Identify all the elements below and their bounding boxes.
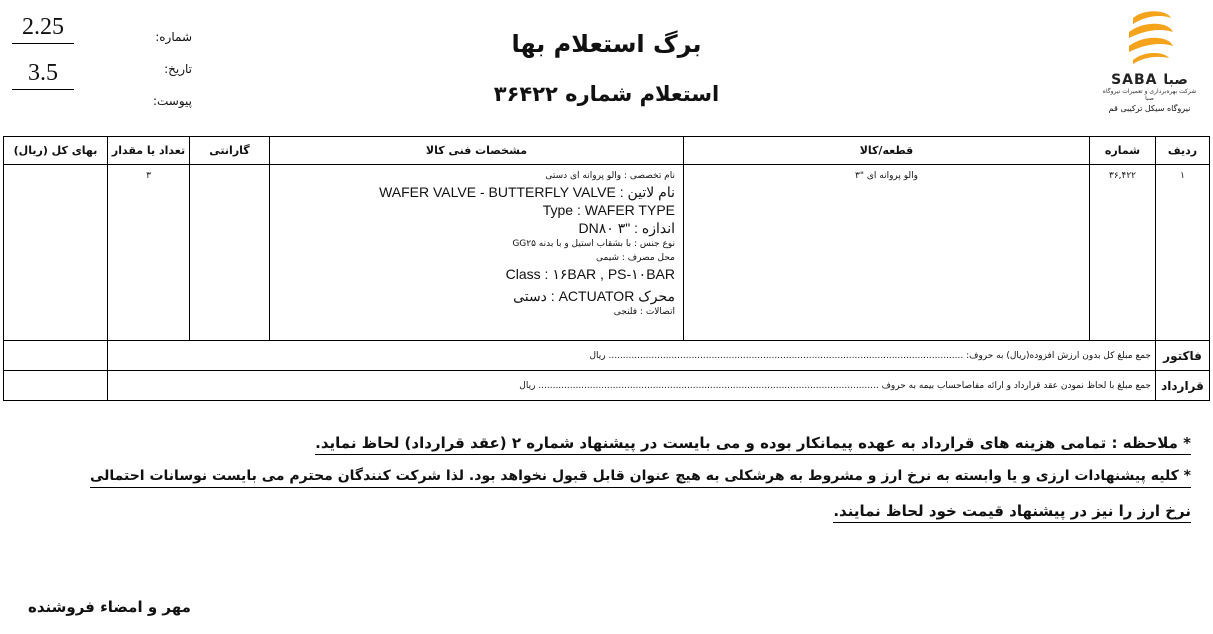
note-currency-2: نرخ ارز را نیز در پیشنهاد قیمت خود لحاظ نمایند.	[833, 500, 1191, 523]
note-costs: * ملاحظه : تمامی هزینه های قرارداد به عهده پیمانکار بوده و می بایست در پیشنهاد شماره ۲ (عقد قرارداد) لحاظ نماید.	[315, 432, 1191, 455]
invoice-label: فاکتور	[1156, 341, 1210, 371]
col-header-total: بهای کل (ریال)	[4, 137, 108, 165]
spec-line: نام تخصصی : والو پروانه ای دستی	[545, 171, 675, 181]
logo-plant: نیروگاه سیکل ترکیبی قم	[1108, 104, 1191, 113]
spec-line: اندازه : "۳ DN۸۰	[578, 220, 675, 236]
spec-line: محرک ACTUATOR : دستی	[513, 288, 675, 304]
spec-line: اتصالات : فلنجی	[613, 307, 675, 317]
number-label: شماره:	[155, 30, 192, 44]
cell-total	[4, 165, 108, 341]
col-header-warranty: گارانتی	[190, 137, 270, 165]
contract-text: جمع مبلغ با لحاظ نمودن عقد قرارداد و ارائه مفاصاحساب بیمه به حروف ....................................................................................................................... ریال	[108, 371, 1156, 401]
contract-label: قرارداد	[1156, 371, 1210, 401]
company-logo	[1102, 4, 1197, 113]
note-currency-1: * کلیه پیشنهادات ارزی و یا وابسته به نرخ ارز و مشروط به هرشکلی به هیچ عنوان قابل قبول نخواهد بود. لذا شرکت کنندگان محترم می بایست نوسانات احتمالی	[90, 465, 1191, 488]
spec-line: محل مصرف : شیمی	[596, 253, 675, 263]
cell-warranty	[190, 165, 270, 341]
number-value: 2.25	[12, 14, 74, 44]
contract-row	[4, 371, 1210, 401]
col-header-item: قطعه/کالا	[684, 137, 1090, 165]
contract-amount-cell	[4, 371, 108, 401]
spec-line: Type : WAFER TYPE	[542, 202, 675, 218]
logo-brand: SABA صبا	[1111, 72, 1188, 88]
cell-index: ۱	[1156, 165, 1210, 341]
col-header-number: شماره	[1090, 137, 1156, 165]
cell-number: ۳۶,۴۲۲	[1090, 165, 1156, 341]
invoice-amount-cell	[4, 341, 108, 371]
cell-item: والو پروانه ای "۳	[684, 165, 1090, 341]
cell-quantity: ۳	[108, 165, 190, 341]
inquiry-table	[3, 136, 1210, 401]
date-label: تاریخ:	[164, 62, 192, 76]
invoice-text: جمع مبلغ کل بدون ارزش افزوده(ریال) به حروف: ............................................................................................................................ ریال	[108, 341, 1156, 371]
date-value: 3.5	[12, 60, 74, 90]
attachment-label: پیوست:	[152, 94, 192, 108]
spec-line: Class : ۱۶BAR , PS-۱۰BAR	[505, 266, 675, 282]
spec-line: نام لاتین : WAFER VALVE - BUTTERFLY VALVE	[379, 184, 675, 200]
logo-company: شرکت بهره‌برداری و تعمیرات نیروگاه صبا	[1102, 88, 1197, 102]
cell-spec	[270, 165, 684, 341]
col-header-spec: مشخصات فنی کالا	[270, 137, 684, 165]
invoice-row	[4, 341, 1210, 371]
col-header-row-index: ردیف	[1156, 137, 1210, 165]
saba-logo-icon	[1115, 4, 1185, 68]
seller-seal-label: مهر و امضاء فروشنده	[28, 598, 191, 616]
page-title: برگ استعلام بها	[511, 30, 702, 58]
table-row	[4, 165, 1210, 341]
table-header-row	[4, 137, 1210, 165]
spec-line: نوع جنس : با بشقاب استیل و با بدنه GG۲۵	[512, 239, 675, 249]
col-header-quantity: تعداد یا مقدار	[108, 137, 190, 165]
page-subtitle: استعلام شماره ۳۶۴۲۲	[493, 82, 720, 106]
